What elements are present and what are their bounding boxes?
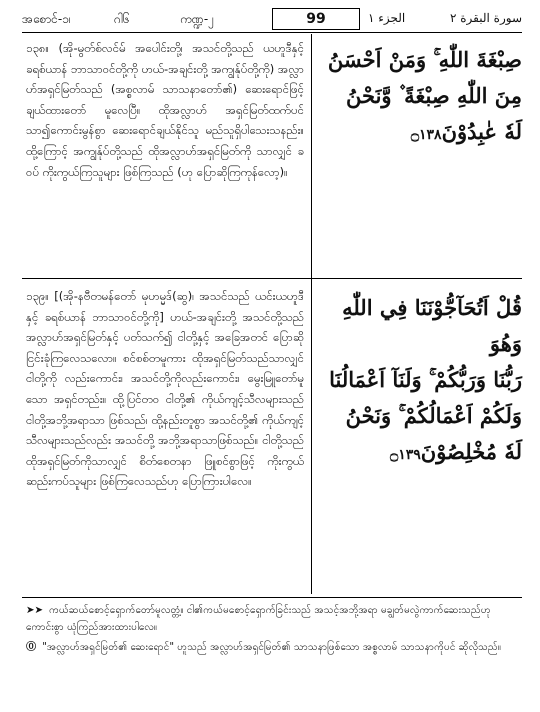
aya-number-marker: ۝١٣٨: [410, 127, 442, 143]
arabic-line: وَلَكُمْ اَعْمَالُكُمْ ۚ وَنَحْنُ: [345, 403, 522, 428]
part-label: ကဏ္ဍ-၂: [180, 12, 215, 26]
footnote-text: "အလ္လာဟ်အရှင်မြတ်၏ ဆေးရောင်" ဟူသည် အလ္လာဟ်အရှင်မြတ်၏ သာသနာဖြစ်သော အစ္စလာမ် သာသနာကိုပင် ဆိုလိုသည်။: [42, 641, 501, 653]
verse-divider: [22, 278, 522, 279]
arrow-marker-icon: ➤➤: [26, 605, 44, 616]
footnote-item: [26, 602, 520, 637]
arabic-line: رَبُّنَا وَرَبُّكُمْ ۚ وَلَنَآ اَعْمَالُنَا: [329, 367, 522, 392]
footnote-marker: ⓪: [26, 641, 37, 653]
page-number: 99: [272, 8, 360, 30]
footnote-rule: [22, 597, 522, 598]
volume-label: အစောင်-၁၊: [22, 12, 71, 26]
translation-138: ၁၃၈။ (အို-မွတ်စ်လင်မ် အပေါင်းတို့၊ အသင်တို့သည် ယဟူဒီနှင့်ခရစ်ယာန် ဘာသာဝင်တို့ကို ဟယ်-အချင်းတို့ အကျွန်ုပ်တို့ကို) အလ္လာဟ်အရှင်မြတ်သည် (အစ္စလာမ် သာသနာတော်၏) ဆေးရောင်ဖြင့် ချယ်ထားတော် မူလေပြီ။ ထိုအလ္လာဟ် အရှင်မြတ်ထက်ပင် သာ၍ကောင်းမွန်စွာ ဆေးရောင်ချယ်နိုင်သူ မည်သူရှိပါသေးသနည်း။ ထို့ကြောင့် အကျွန်ုပ်တို့သည် ထိုအလ္လာဟ်အရှင်မြတ်ကို သာလျှင် ခဝပ် ကိုးကွယ်ကြသူများ ဖြစ်ကြသည် (ဟု ပြောဆိုကြကုန်လော့)။: [26, 41, 304, 179]
aya-number-marker: ۝١٣٩: [390, 447, 421, 463]
translation-139: ၁၃၉။ [(အို-နဗီတမန်တော် မုဟမ္မဒ်(ဆွ)၊ အသင်သည် ယင်းယဟူဒီနှင့် ခရစ်ယာန် ဘာသာဝင်တို့ကို] ဟယ်-အချင်းတို့ အသင်တို့သည် အလ္လာဟ်အရှင်မြတ်နှင့် ပတ်သက်၍ ငါတို့နှင့် အခြေအတင် ပြောဆိုငြင်းခုံကြလေသလော။ စင်စစ်တမူကား ထိုအရှင်မြတ်သည်သာလျှင် ငါတို့ကို လည်းကောင်း၊ အသင်တို့ကိုလည်းကောင်း၊ မွေးမြူတော်မူသော အရှင်တည်း။ ထို့ပြင်တဝ ငါတို့၏ ကိုယ်ကျင့်သီလများသည် ငါတို့အဘို့အရာသာ ဖြစ်သည်၊ ထို့နည်းတူစွာ အသင်တို့၏ ကိုယ်ကျင့် သီလများသည်လည်း အသင်တို့ အဘို့အရာသာဖြစ်သည်။ ငါတို့သည် ထိုအရှင်မြတ်ကိုသာလျှင် စိတ်စေတနာ ဖြူစင်စွာဖြင့် ကိုးကွယ်ဆည်းကပ်သူများ ဖြစ်ကြလေသည်ဟု ပြောကြားပါလေ။: [26, 289, 304, 489]
section-label: ဂါ၆: [114, 12, 130, 26]
column-divider: [311, 34, 312, 594]
page-header: [22, 8, 522, 30]
surah-label: سورة البقرة ۲: [449, 11, 522, 25]
arabic-line: لَهٗ مُخْلِصُوْنَ: [420, 439, 522, 464]
arabic-verse-138: [318, 42, 522, 153]
arabic-line: قُلْ اَتُحَآجُّوْنَنَا فِي اللّٰهِ وَهُوَ: [342, 295, 522, 356]
header-rule: [22, 32, 522, 33]
arabic-line: مِنَ اللّٰهِ صِبْغَةً ۫ وَّنَحْنُ: [346, 83, 522, 108]
juz-label: الجزء ۱: [368, 11, 406, 25]
arabic-verse-139: [318, 290, 522, 473]
arabic-line: صِبْغَةَ اللّٰهِ ۚ وَمَنْ اَحْسَنُ: [327, 47, 522, 72]
footnote-text: ကယ်ဆယ်စောင့်ရှောက်တော်မူလတ္တံ့။ ငါ၏ကယ်မစောင့်ရှောက်ခြင်းသည် အသင့်အဘို့အရာ မချွတ်မလွဲကာက်ဆေးသည်ဟု ကောင်းစွာ ယုံကြည်အားထားပါလေ။: [26, 605, 491, 634]
footnote-item: [26, 639, 520, 656]
arabic-line: لَهٗ عٰبِدُوْنَ: [441, 119, 522, 144]
footnotes: [26, 602, 520, 658]
